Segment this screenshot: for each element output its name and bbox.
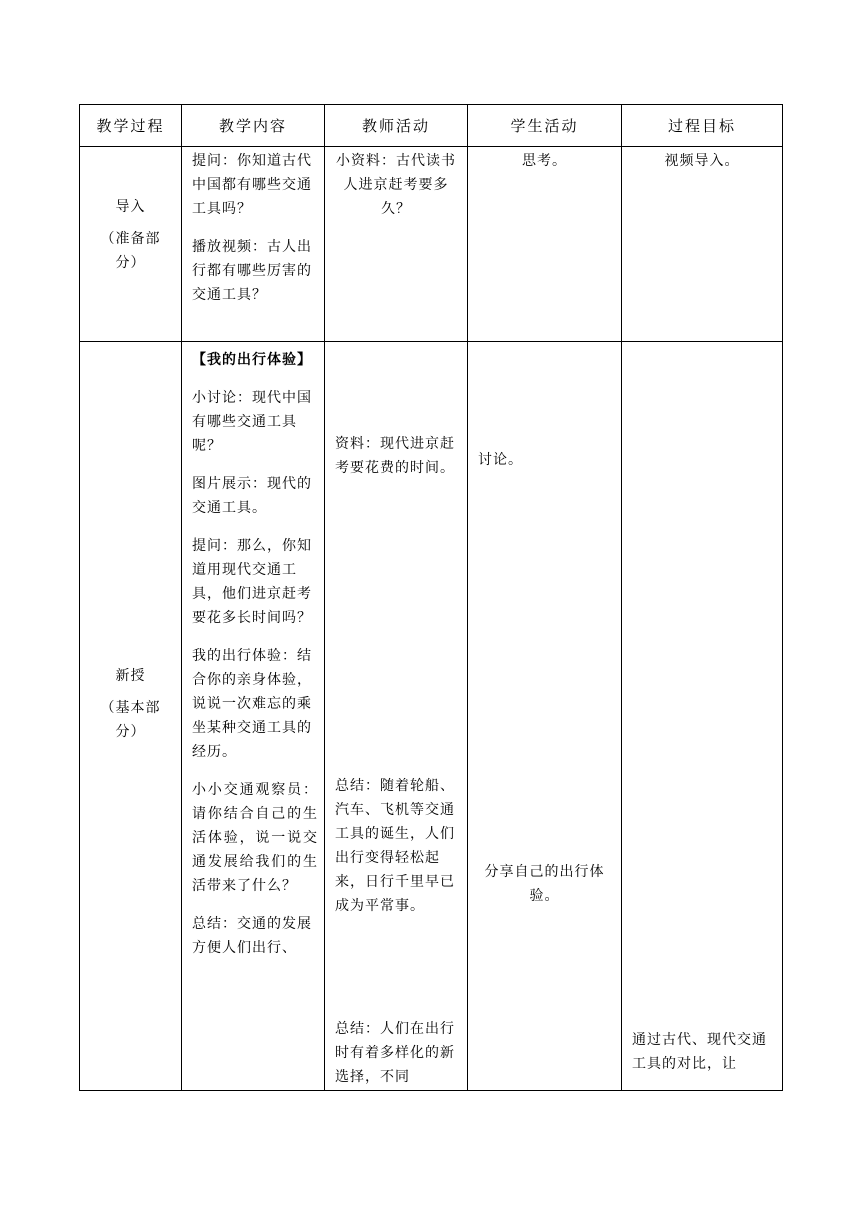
main-stage-name: 新授 bbox=[115, 668, 146, 684]
lesson-plan-table bbox=[79, 104, 783, 1091]
main-goal-cell bbox=[622, 342, 783, 1091]
intro-row bbox=[80, 147, 783, 342]
header-process: 教学过程 bbox=[80, 105, 182, 147]
intro-teacher-cell bbox=[325, 147, 468, 342]
header-student-activity: 学生活动 bbox=[468, 105, 622, 147]
main-content-question: 提问：那么，你知道用现代交通工具，他们进京赶考要花多长时间吗？ bbox=[192, 538, 312, 626]
intro-teacher-text: 小资料：古代读书人进京赶考要多久？ bbox=[336, 153, 456, 217]
main-teacher-summary-1: 总结：随着轮船、汽车、飞机等交通工具的诞生，人们出行变得轻松起来，日行千里早已成为平常事。 bbox=[335, 778, 455, 914]
main-content-discussion: 小讨论：现代中国有哪些交通工具呢？ bbox=[192, 390, 312, 454]
main-student-share: 分享自己的出行体验。 bbox=[484, 864, 605, 904]
main-goal-text: 通过古代、现代交通工具的对比，让 bbox=[632, 1032, 767, 1072]
main-student-cell bbox=[468, 342, 622, 1091]
intro-stage-sub: （准备部分） bbox=[100, 231, 161, 271]
main-stage-sub: （基本部分） bbox=[100, 700, 161, 740]
main-teacher-cell bbox=[325, 342, 468, 1091]
main-teacher-material: 资料：现代进京赶考要花费的时间。 bbox=[335, 436, 455, 476]
main-content-pictures: 图片展示：现代的交通工具。 bbox=[192, 476, 312, 516]
intro-content-cell bbox=[182, 147, 325, 342]
header-goal: 过程目标 bbox=[622, 105, 783, 147]
intro-student-cell bbox=[468, 147, 622, 342]
intro-stage-name: 导入 bbox=[115, 199, 146, 215]
main-content-heading: 【我的出行体验】 bbox=[192, 352, 312, 368]
main-content-observer: 小小交通观察员：请你结合自己的生活体验，说一说交通发展给我们的生活带来了什么？ bbox=[192, 782, 318, 894]
header-teacher-activity: 教师活动 bbox=[325, 105, 468, 147]
header-content: 教学内容 bbox=[182, 105, 325, 147]
main-teacher-summary-2: 总结：人们在出行时有着多样化的新选择，不同 bbox=[335, 1021, 455, 1085]
intro-goal-cell bbox=[622, 147, 783, 342]
intro-goal-text: 视频导入。 bbox=[664, 153, 740, 169]
intro-content-question: 提问：你知道古代中国都有哪些交通工具吗？ bbox=[192, 153, 312, 217]
main-stage-cell bbox=[80, 342, 182, 1091]
header-row bbox=[80, 105, 783, 147]
main-content-experience: 我的出行体验：结合你的亲身体验，说说一次难忘的乘坐某种交通工具的经历。 bbox=[192, 648, 312, 760]
main-student-discussion: 讨论。 bbox=[478, 452, 523, 468]
main-content-cell bbox=[182, 342, 325, 1091]
intro-student-text: 思考。 bbox=[522, 153, 567, 169]
intro-content-video: 播放视频：古人出行都有哪些厉害的交通工具？ bbox=[192, 239, 312, 303]
main-row bbox=[80, 342, 783, 1091]
intro-stage-cell bbox=[80, 147, 182, 342]
main-content-summary: 总结：交通的发展方便人们出行、 bbox=[192, 916, 312, 956]
